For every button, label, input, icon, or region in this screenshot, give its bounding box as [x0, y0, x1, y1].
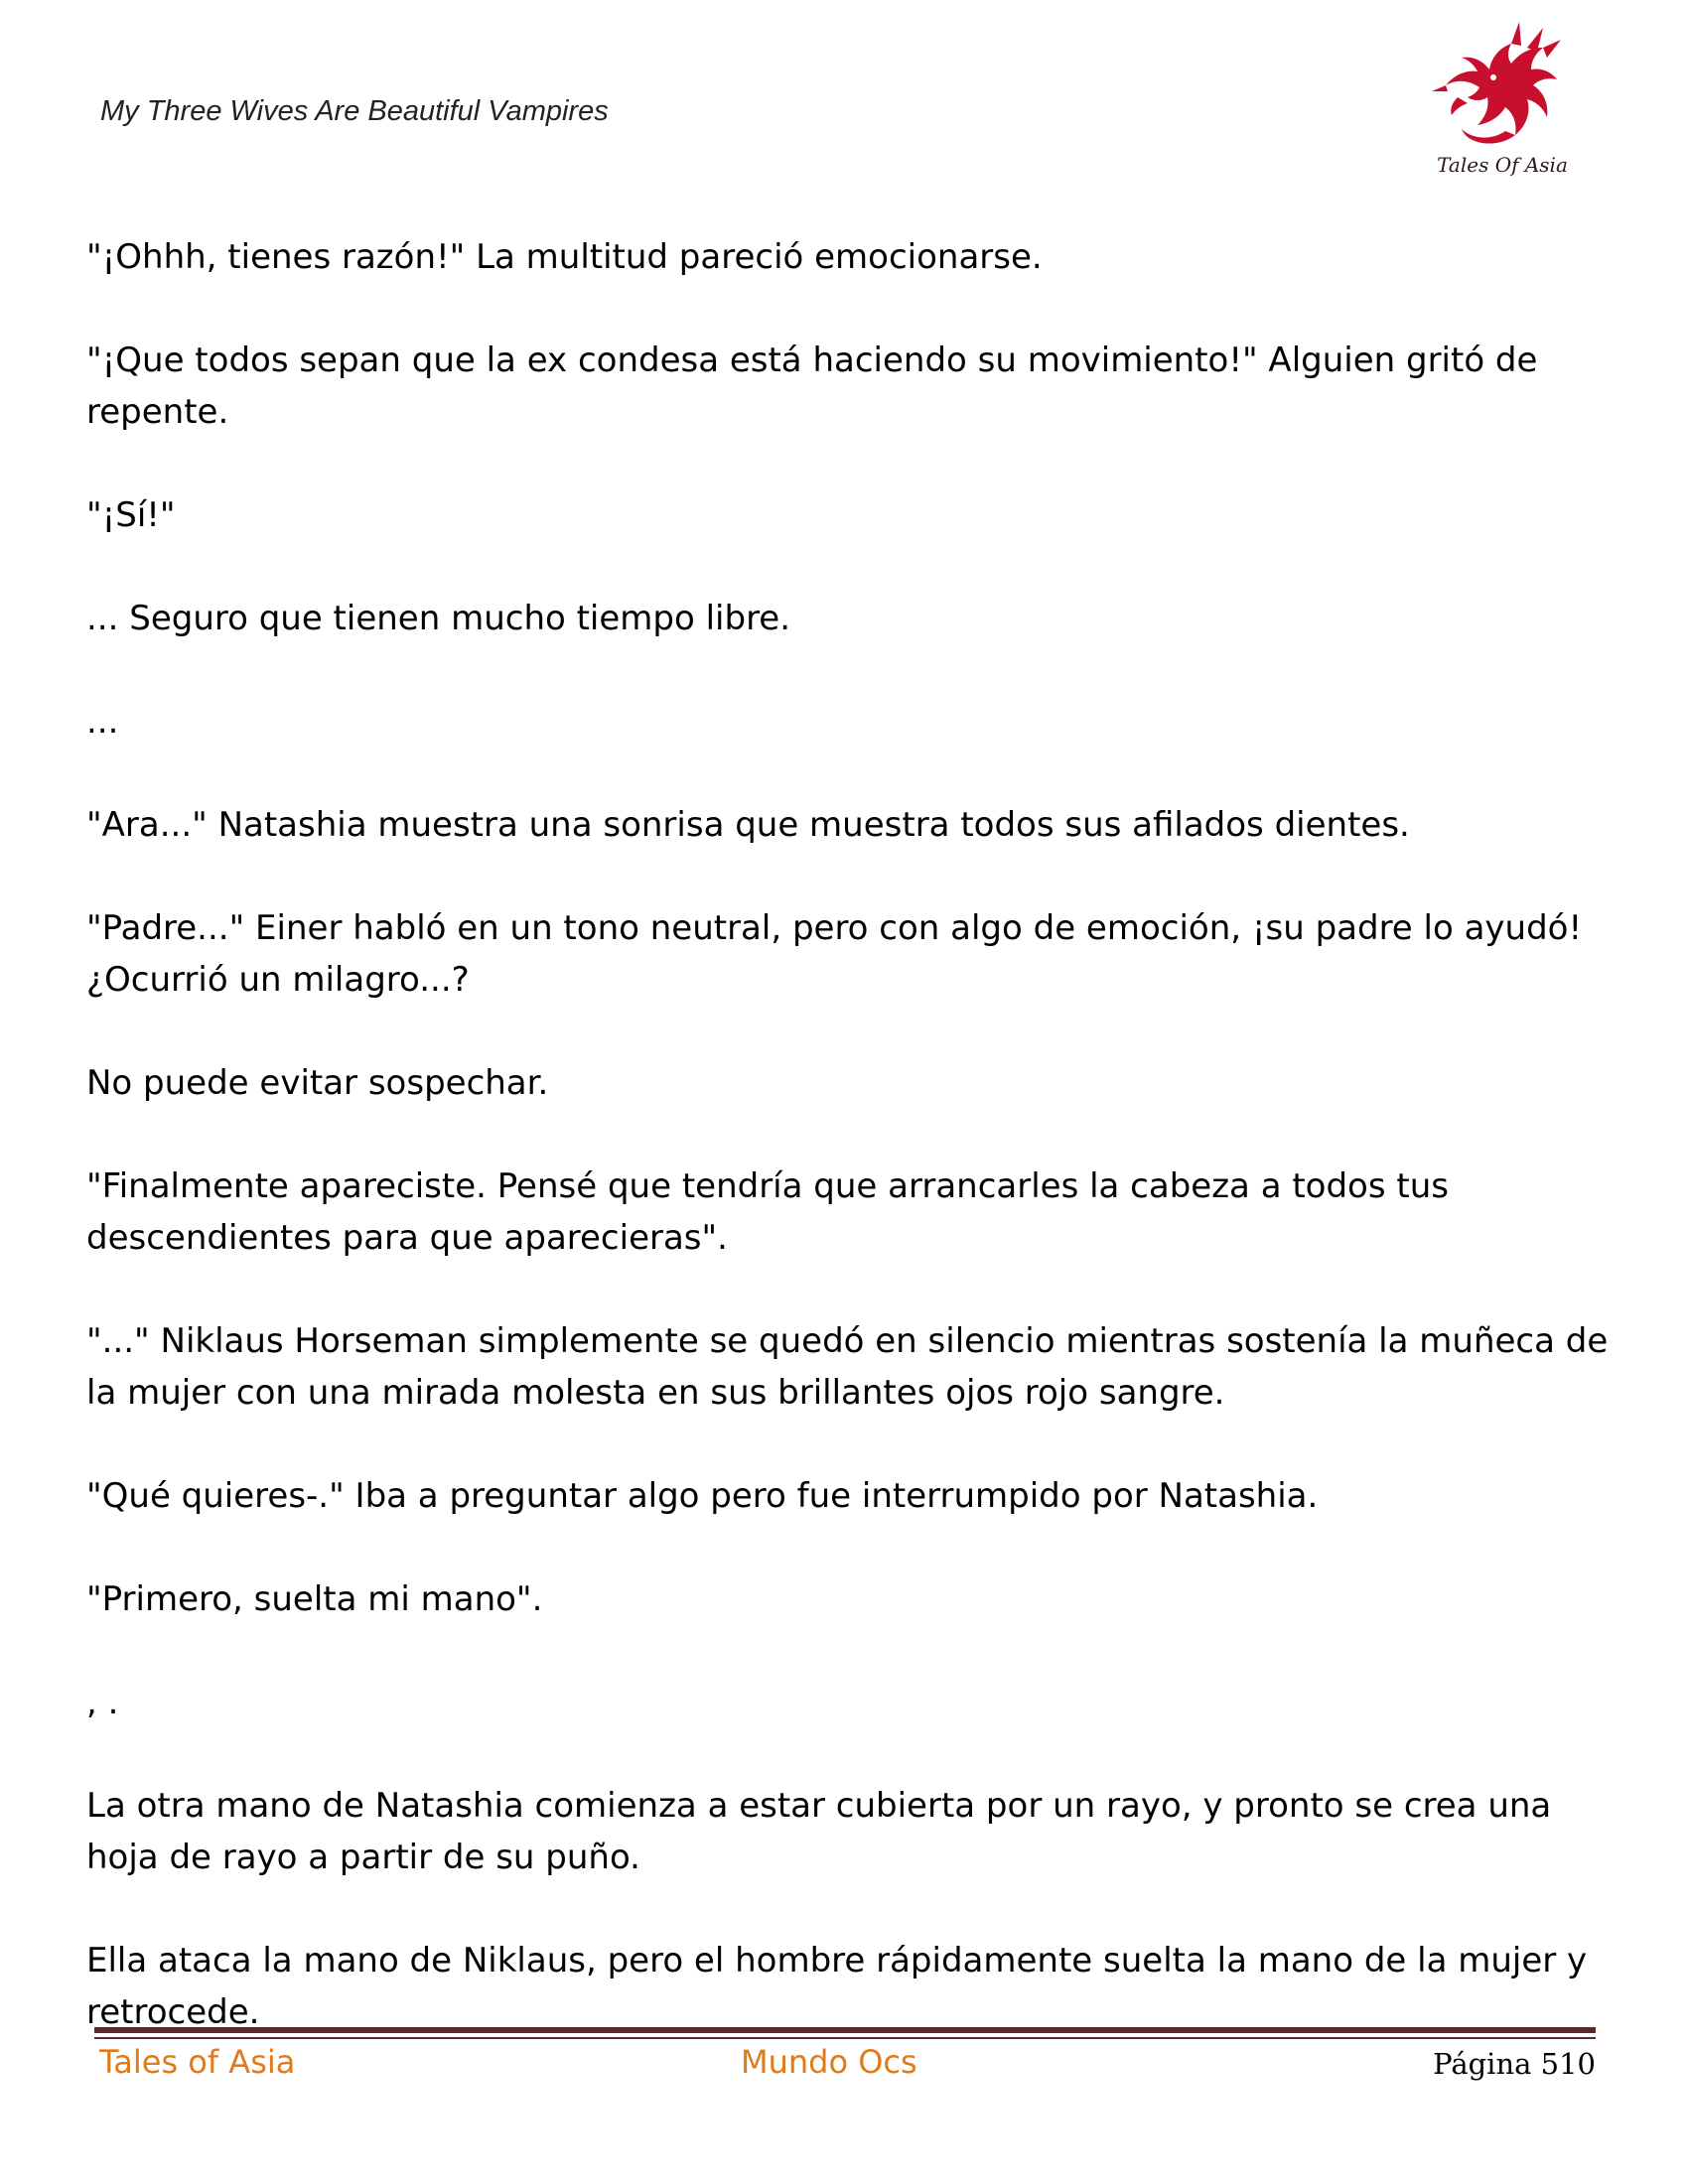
footer-rule — [94, 2027, 1596, 2033]
paragraph: "Finalmente apareciste. Pensé que tendría que arrancarles la cabeza a todos tus descendientes para que aparecieras". — [86, 1166, 1449, 1258]
paragraph: ... — [86, 702, 119, 742]
paragraph: "¡Ohhh, tienes razón!" La multitud pareció emocionarse. — [86, 237, 1043, 277]
header-title: My Three Wives Are Beautiful Vampires — [100, 95, 609, 127]
logo-text: Tales Of Asia — [1437, 153, 1568, 177]
paragraph: "¡Sí!" — [86, 495, 176, 535]
paragraph: La otra mano de Natashia comienza a estar cubierta por un rayo, y pronto se crea una hoja de rayo a partir de su puño. — [86, 1786, 1552, 1877]
chapter-body — [86, 231, 1616, 2090]
footer-translator: Mundo Ocs — [741, 2043, 917, 2081]
paragraph: "Ara..." Natashia muestra una sonrisa que muestra todos sus afilados dientes. — [86, 805, 1410, 845]
paragraph: No puede evitar sospechar. — [86, 1063, 549, 1103]
footer-site-name: Tales of Asia — [99, 2043, 296, 2081]
paragraph: , . — [86, 1683, 119, 1722]
paragraph: "Primero, suelta mi mano". — [86, 1579, 543, 1619]
paragraph: "Qué quieres-." Iba a preguntar algo pero fue interrumpido por Natashia. — [86, 1476, 1319, 1516]
paragraph: Ella ataca la mano de Niklaus, pero el hombre rápidamente suelta la mano de la mujer y retrocede. — [86, 1941, 1588, 2032]
page-number: Página 510 — [1433, 2047, 1596, 2081]
footer-rule-thin — [94, 2037, 1596, 2039]
paragraph: "Padre..." Einer habló en un tono neutral, pero con algo de emoción, ¡su padre lo ayudó! ¿Ocurrió un milagro...? — [86, 908, 1583, 1000]
paragraph: "..." Niklaus Horseman simplemente se quedó en silencio mientras sostenía la muñeca de la mujer con una mirada molesta en sus brillantes ojos rojo sangre. — [86, 1321, 1609, 1413]
paragraph: "¡Que todos sepan que la ex condesa está haciendo su movimiento!" Alguien gritó de repente. — [86, 341, 1538, 432]
tales-of-asia-logo — [1428, 18, 1577, 187]
paragraph: ... Seguro que tienen mucho tiempo libre. — [86, 599, 791, 638]
red-dragon-logo-icon — [1428, 18, 1577, 157]
